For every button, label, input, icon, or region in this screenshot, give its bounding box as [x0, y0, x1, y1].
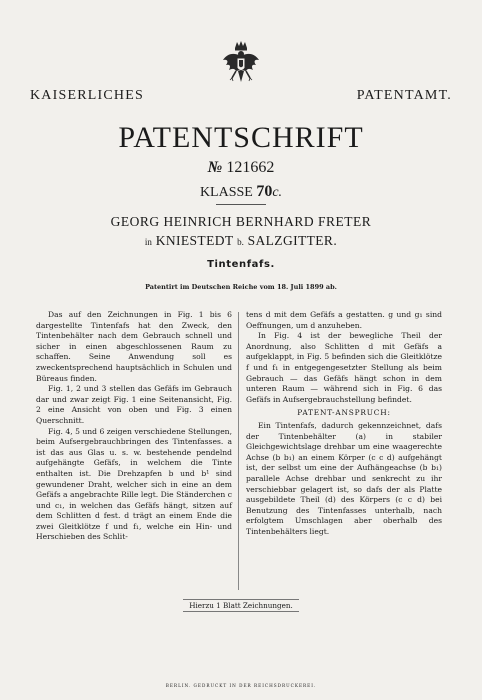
- place-pre: in: [144, 237, 152, 247]
- patent-date: Patentirt im Deutschen Reiche vom 18. Juli 1899 ab.: [145, 283, 337, 291]
- klasse-suffix: c.: [272, 185, 283, 200]
- paragraph: Das auf den Zeichnungen in Fig. 1 bis 6 dargestellte Tintenfafs hat den Zweck, den Tintenbehälter nach dem Gebrauch schnell und sicher in einen abgeschlossenen Raum zu schaffen. Seine Anwendung soll es zweckentsprechend hauptsächlich in Schulen und Büreaus finden.: [36, 310, 232, 383]
- paragraph: Fig. 4, 5 und 6 zeigen verschiedene Stellungen, beim Aufsergebrauchbringen des Tintenfasses. a ist das aus Glas u. s. w. bestehende pendelnd aufgehängte Gefäfs, in welchem die Tinte enthalten ist. Die Drehzapfen b und b¹ sind gewundener Draht, welcher sich in eine an dem Gefäfs a angebrachte Rille legt. Die Ständerchen c und c₁, in welchen das Gefäfs hängt, sitzen auf dem Schlitten d fest. d trägt an einem Ende die zwei Gleitklötze f und f₁, welche ein Hin- und Herschieben des Schlit-: [36, 426, 232, 542]
- header-right: PATENTAMT.: [356, 88, 452, 103]
- patent-class: [0, 183, 482, 201]
- paragraph: In Fig. 4 ist der bewegliche Theil der Anordnung, also Schlitten d mit Gefäfs a aufgeklappt, in Fig. 5 befinden sich die Gleitklötze f und f₁ in entgegengesetzter Stellung als beim Gebrauch — das Gefäfs hängt schon in dem unteren Raum — während sich in Fig. 6 das Gefäfs in Aufsergebrauchstellung befindet.: [246, 331, 442, 404]
- paragraph: Fig. 1, 2 und 3 stellen das Gefäfs im Gebrauch dar und zwar zeigt Fig. 1 eine Seitenansicht, Fig. 2 eine Ansicht von oben und Fig. 3 einen Querschnitt.: [36, 384, 232, 425]
- klasse-value: 70: [256, 183, 273, 200]
- claim-heading: PATENT-ANSPRUCH:: [297, 408, 391, 418]
- inventor-place: [0, 233, 482, 249]
- description-left-column: [36, 310, 232, 543]
- claim-text: Ein Tintenfafs, dadurch gekennzeichnet, dafs der Tintenbehälter (a) in stabiler Gleichgewichtslage drehbar um eine waagerechte Achse (b b₁) an einem Körper (c c d) aufgehängt ist, der selbst um eine der Aufhängeachse (b b₁) parallele Achse drehbar und senkrecht zu ihr verschiebbar gelagert ist, so dafs der als Platte ausgebildete Theil (d) des Körpers (c c d) bei Benutzung des Tintenfasses unterhalb, nach erfolgtem Umschlagen aber oberhalb des Tintenbehälters liegt.: [246, 420, 442, 536]
- drawings-reference-text: Hierzu 1 Blatt Zeichnungen.: [183, 599, 299, 612]
- description-right-column: [246, 310, 442, 537]
- number-value: 121662: [226, 159, 275, 176]
- place-mid: b.: [237, 237, 244, 247]
- paragraph: tens d mit dem Gefäfs a gestatten. g und g₁ sind Oeffnungen, um d anzuheben.: [246, 310, 442, 330]
- place-city: SALZGITTER.: [247, 233, 338, 248]
- inventor-name: GEORG HEINRICH BERNHARD FRETER: [110, 214, 372, 229]
- imperial-eagle-icon: [221, 40, 261, 88]
- patent-subject: Tintenfafs.: [207, 259, 275, 270]
- column-divider: [238, 312, 239, 590]
- number-prefix: №: [207, 159, 223, 176]
- patent-number: [0, 159, 482, 177]
- divider-rule: [216, 204, 266, 205]
- place-town: KNIESTEDT: [155, 233, 234, 248]
- document-title: PATENTSCHRIFT: [118, 121, 364, 154]
- printer-imprint: BERLIN. GEDRUCKT IN DER REICHSDRUCKEREI.: [165, 683, 317, 688]
- klasse-label: KLASSE: [199, 185, 253, 200]
- office-header: [30, 88, 452, 104]
- drawings-reference: [0, 599, 482, 612]
- header-left: KAISERLICHES: [30, 88, 144, 103]
